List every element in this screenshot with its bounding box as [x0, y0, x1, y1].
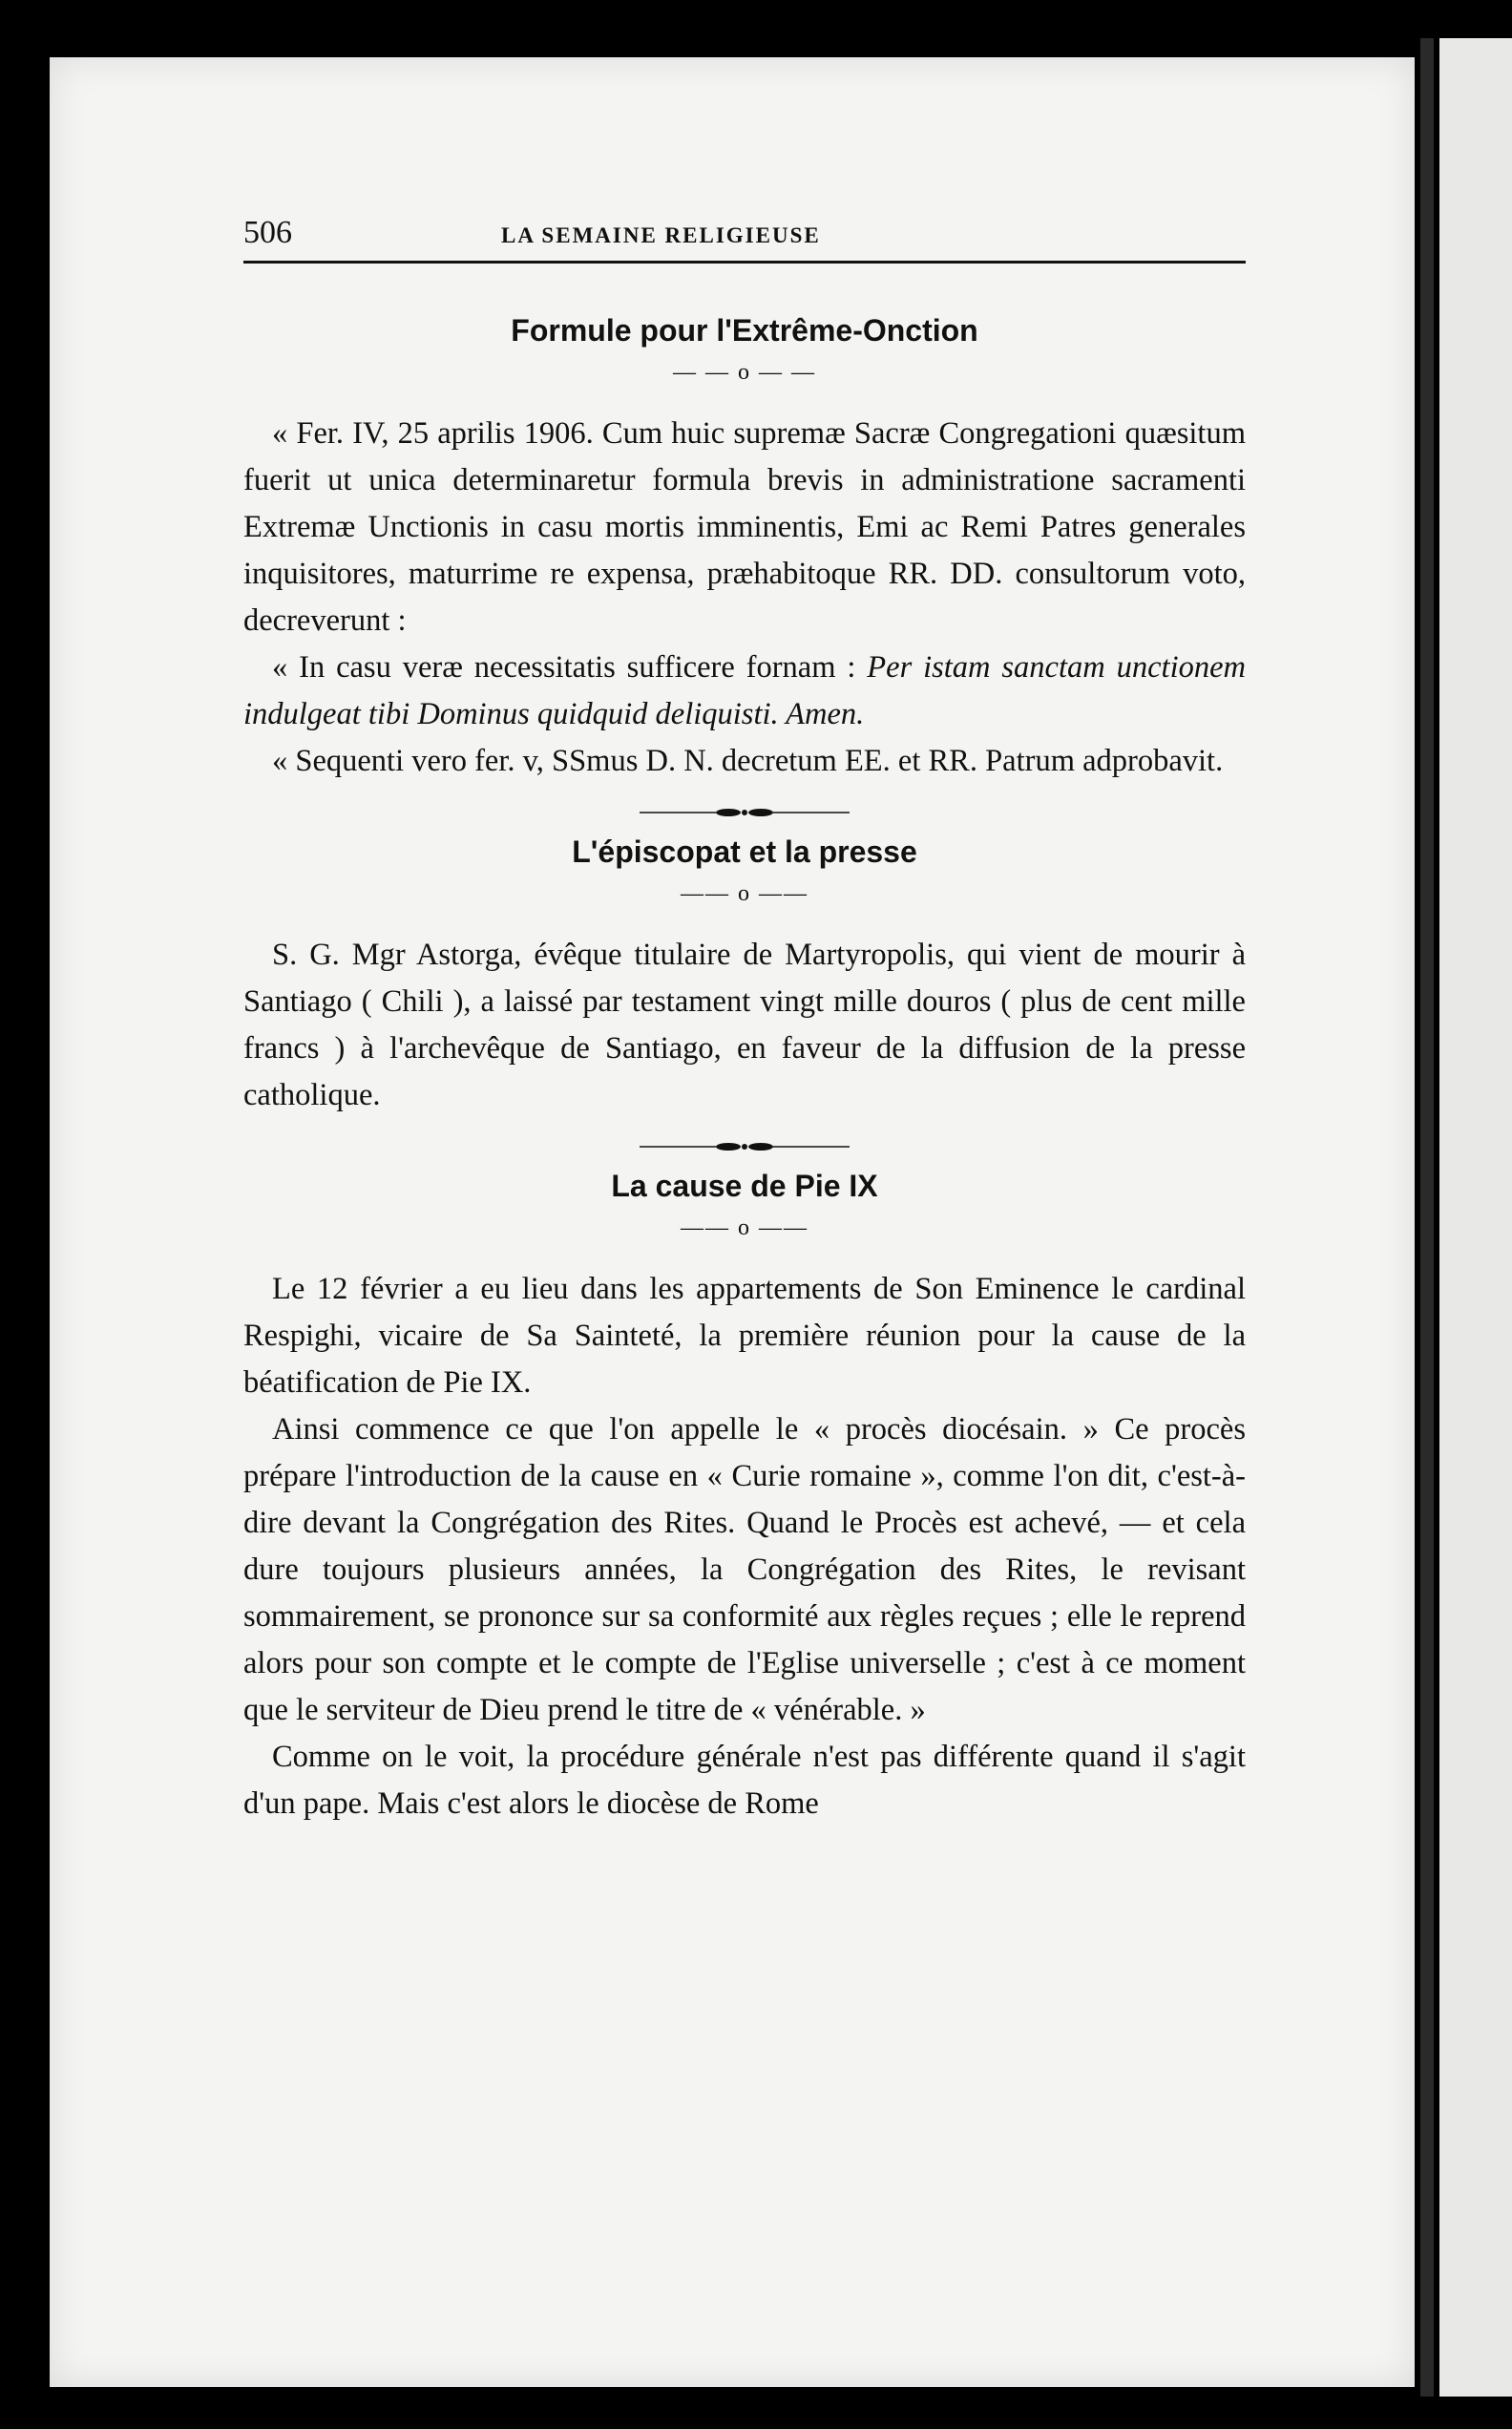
adjacent-page-edge [1439, 38, 1512, 2397]
paragraph: Comme on le voit, la procédure générale n'est pas différente quand il s'agit d'un pape. Mais c'est alors le diocèse de Rome [243, 1740, 1246, 1821]
section-ornament [243, 806, 1246, 819]
paragraph: « Sequenti vero fer. v, SSmus D. N. decretum EE. et RR. Patrum adprobavit. [272, 744, 1224, 778]
paragraph: Le 12 février a eu lieu dans les appartements de Son Eminence le cardinal Respighi, vicaire de Sa Sainteté, la première réunion pour la cause de la béatification de Pie IX. [243, 1272, 1246, 1400]
article-cause-pie-ix [243, 1169, 1246, 1827]
title-separator: —— o —— [681, 1215, 808, 1240]
running-head [243, 215, 1246, 264]
paragraph-text: « In casu veræ necessitatis sufficere fornam : [272, 650, 856, 685]
page-gutter-shadow [1420, 38, 1434, 2397]
article-episcopat-presse [243, 834, 1246, 1119]
article-title: La cause de Pie IX [611, 1169, 878, 1203]
paragraph [243, 644, 1246, 738]
article-title: L'épiscopat et la presse [572, 834, 917, 869]
title-separator: —— o —— [681, 881, 808, 906]
paragraph: « Fer. IV, 25 aprilis 1906. Cum huic supremæ Sacræ Congregationi quæsitum fuerit ut unica determinaretur formula brevis in administratione sacramenti Extremæ Unctionis in casu mortis imminentis, Emi ac Remi Patres generales inquisitores, maturrime re expensa, præhabitoque RR. DD. consultorum voto, decreverunt : [243, 416, 1246, 638]
article-extreme-onction [243, 313, 1246, 785]
title-separator: — — o — — [673, 360, 816, 385]
paragraph: Ainsi commence ce que l'on appelle le « procès diocésain. » Ce procès prépare l'introduction de la cause en « Curie romaine », comme l'on dit, c'est-à-dire devant la Congrégation des Rites. Quand le Procès est achevé, — et cela dure toujours plusieurs années, la Congrégation des Rites, le revisant sommairement, se prononce sur sa conformité aux règles reçues ; elle le reprend alors pour son compte et le compte de l'Eglise universelle ; c'est à ce moment que le serviteur de Dieu prend le titre de « vénérable. » [243, 1412, 1246, 1727]
page-content [243, 215, 1246, 1837]
page-number: 506 [243, 215, 292, 250]
section-ornament [243, 1140, 1246, 1153]
article-title: Formule pour l'Extrême-Onction [511, 313, 978, 348]
italic-formula: Per istam sanctam unctionem indulgeat tibi Dominus quidquid deliquisti. Amen. [243, 650, 1246, 731]
running-title: LA SEMAINE RELIGIEUSE [501, 223, 821, 247]
paragraph: S. G. Mgr Astorga, évêque titulaire de Martyropolis, qui vient de mourir à Santiago ( Chili ), a laissé par testament vingt mille douros ( plus de cent mille francs ) à l'archevêque de Santiago, en faveur de la diffusion de la presse catholique. [243, 938, 1246, 1112]
